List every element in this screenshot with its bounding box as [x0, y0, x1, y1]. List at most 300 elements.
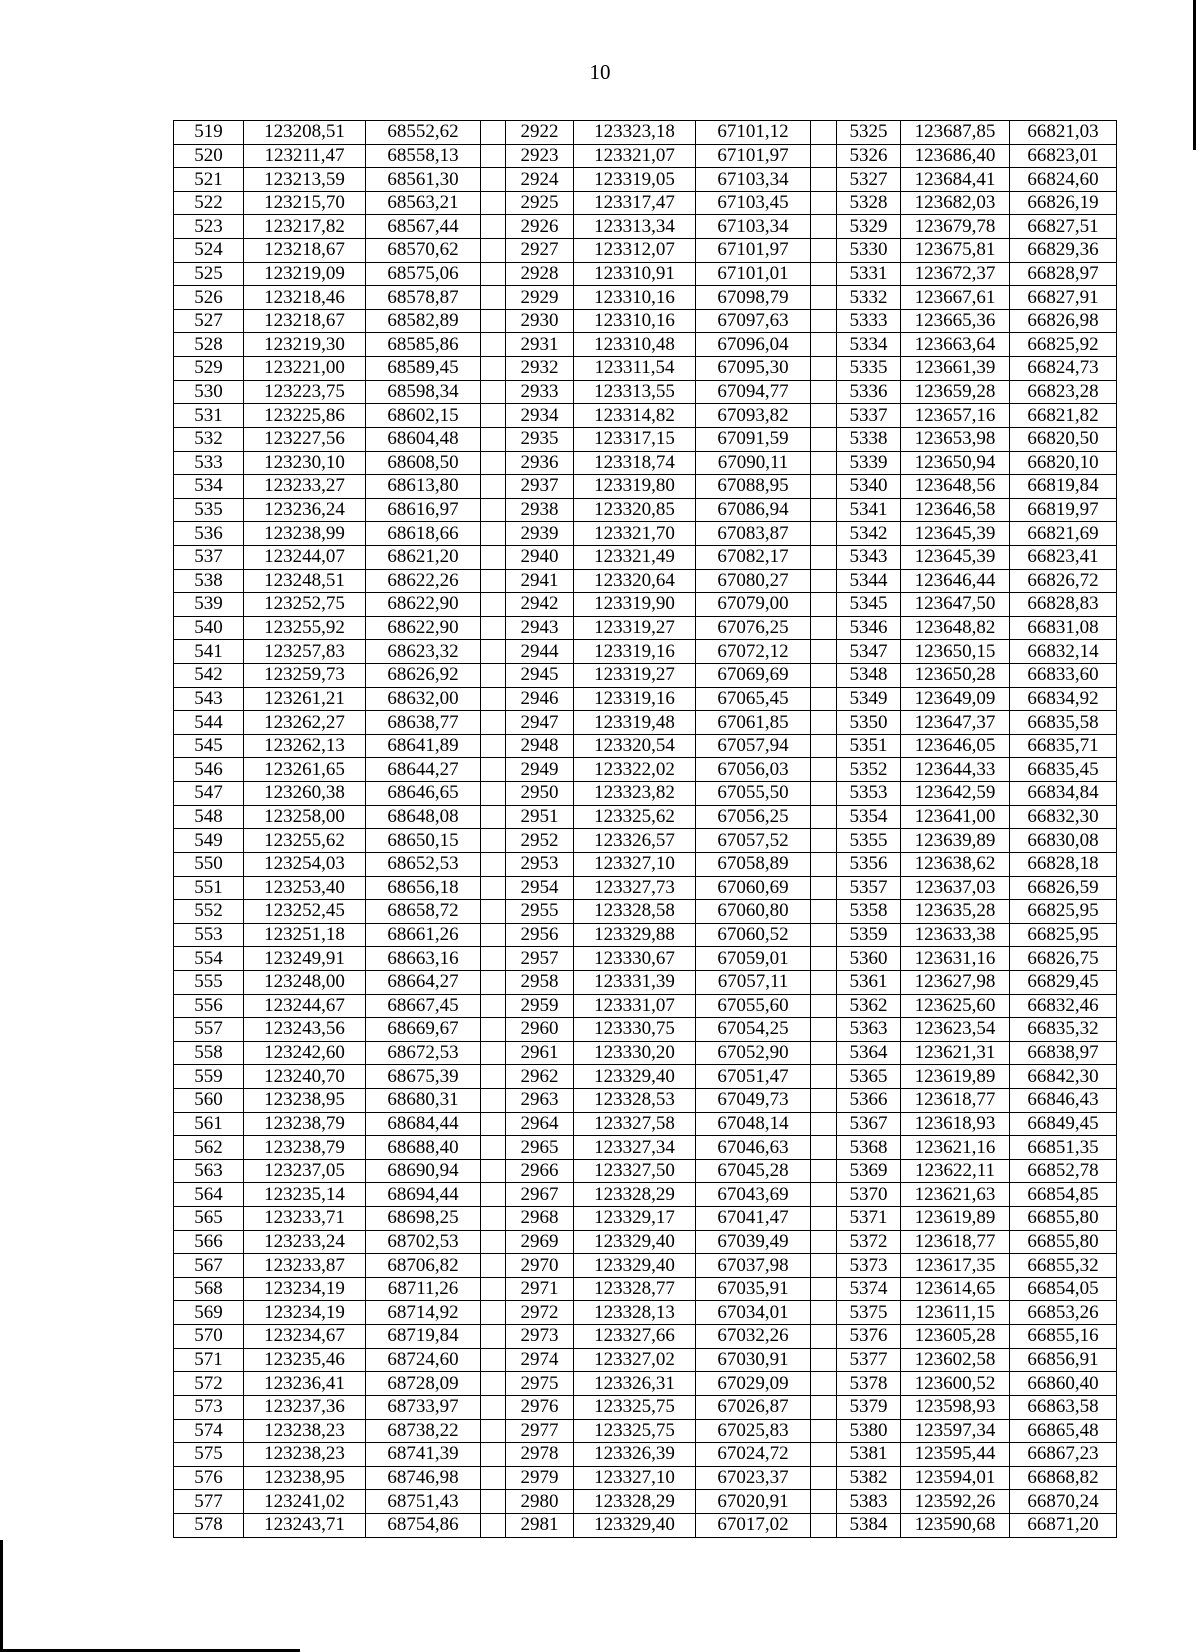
- column-separator: [811, 1136, 837, 1160]
- point-number-cell: 526: [174, 286, 244, 310]
- y-coordinate-cell: 68638,77: [366, 711, 481, 735]
- y-coordinate-cell: 68698,25: [366, 1207, 481, 1231]
- x-coordinate-cell: 123234,19: [244, 1277, 366, 1301]
- table-row: [174, 427, 1117, 451]
- table-row: [174, 805, 1117, 829]
- x-coordinate-cell: 123328,58: [574, 900, 696, 924]
- column-separator: [811, 451, 837, 475]
- point-number-cell: 552: [174, 900, 244, 924]
- table-row: [174, 498, 1117, 522]
- point-number-cell: 543: [174, 687, 244, 711]
- y-coordinate-cell: 68738,22: [366, 1419, 481, 1443]
- column-separator: [811, 852, 837, 876]
- point-number-cell: 2958: [506, 970, 574, 994]
- x-coordinate-cell: 123321,70: [574, 522, 696, 546]
- point-number-cell: 5379: [837, 1395, 901, 1419]
- column-separator: [481, 498, 506, 522]
- column-separator: [481, 168, 506, 192]
- point-number-cell: 2941: [506, 569, 574, 593]
- column-separator: [481, 1088, 506, 1112]
- x-coordinate-cell: 123236,24: [244, 498, 366, 522]
- point-number-cell: 527: [174, 309, 244, 333]
- x-coordinate-cell: 123255,62: [244, 829, 366, 853]
- y-coordinate-cell: 67083,87: [696, 522, 811, 546]
- y-coordinate-cell: 67055,50: [696, 782, 811, 806]
- x-coordinate-cell: 123233,27: [244, 475, 366, 499]
- point-number-cell: 2927: [506, 239, 574, 263]
- table-row: [174, 734, 1117, 758]
- y-coordinate-cell: 67057,52: [696, 829, 811, 853]
- column-separator: [811, 1301, 837, 1325]
- y-coordinate-cell: 67060,69: [696, 876, 811, 900]
- y-coordinate-cell: 66830,08: [1010, 829, 1117, 853]
- x-coordinate-cell: 123642,59: [901, 782, 1010, 806]
- y-coordinate-cell: 68702,53: [366, 1230, 481, 1254]
- point-number-cell: 5358: [837, 900, 901, 924]
- y-coordinate-cell: 67098,79: [696, 286, 811, 310]
- point-number-cell: 550: [174, 852, 244, 876]
- point-number-cell: 5360: [837, 947, 901, 971]
- x-coordinate-cell: 123323,18: [574, 121, 696, 145]
- y-coordinate-cell: 67034,01: [696, 1301, 811, 1325]
- x-coordinate-cell: 123621,31: [901, 1041, 1010, 1065]
- x-coordinate-cell: 123605,28: [901, 1325, 1010, 1349]
- point-number-cell: 546: [174, 758, 244, 782]
- table-row: [174, 1065, 1117, 1089]
- x-coordinate-cell: 123319,05: [574, 168, 696, 192]
- column-separator: [811, 1443, 837, 1467]
- x-coordinate-cell: 123325,62: [574, 805, 696, 829]
- point-number-cell: 5337: [837, 404, 901, 428]
- y-coordinate-cell: 67076,25: [696, 616, 811, 640]
- y-coordinate-cell: 67045,28: [696, 1159, 811, 1183]
- point-number-cell: 559: [174, 1065, 244, 1089]
- y-coordinate-cell: 67024,72: [696, 1443, 811, 1467]
- x-coordinate-cell: 123325,75: [574, 1419, 696, 1443]
- column-separator: [481, 734, 506, 758]
- point-number-cell: 561: [174, 1112, 244, 1136]
- point-number-cell: 2972: [506, 1301, 574, 1325]
- x-coordinate-cell: 123238,79: [244, 1112, 366, 1136]
- table-row: [174, 569, 1117, 593]
- column-separator: [811, 1348, 837, 1372]
- point-number-cell: 5345: [837, 593, 901, 617]
- x-coordinate-cell: 123594,01: [901, 1466, 1010, 1490]
- x-coordinate-cell: 123238,95: [244, 1466, 366, 1490]
- y-coordinate-cell: 67103,34: [696, 215, 811, 239]
- x-coordinate-cell: 123211,47: [244, 144, 366, 168]
- y-coordinate-cell: 66825,92: [1010, 333, 1117, 357]
- column-separator: [811, 876, 837, 900]
- x-coordinate-cell: 123672,37: [901, 262, 1010, 286]
- column-separator: [811, 545, 837, 569]
- y-coordinate-cell: 67090,11: [696, 451, 811, 475]
- point-number-cell: 5381: [837, 1443, 901, 1467]
- x-coordinate-cell: 123244,07: [244, 545, 366, 569]
- x-coordinate-cell: 123321,49: [574, 545, 696, 569]
- x-coordinate-cell: 123322,02: [574, 758, 696, 782]
- x-coordinate-cell: 123328,13: [574, 1301, 696, 1325]
- y-coordinate-cell: 66826,59: [1010, 876, 1117, 900]
- point-number-cell: 5328: [837, 191, 901, 215]
- point-number-cell: 5351: [837, 734, 901, 758]
- table-row: [174, 994, 1117, 1018]
- y-coordinate-cell: 68733,97: [366, 1395, 481, 1419]
- table-row: [174, 239, 1117, 263]
- column-separator: [811, 1372, 837, 1396]
- column-separator: [481, 121, 506, 145]
- y-coordinate-cell: 66871,20: [1010, 1513, 1117, 1537]
- y-coordinate-cell: 66826,72: [1010, 569, 1117, 593]
- column-separator: [481, 970, 506, 994]
- point-number-cell: 2948: [506, 734, 574, 758]
- x-coordinate-cell: 123682,03: [901, 191, 1010, 215]
- point-number-cell: 2936: [506, 451, 574, 475]
- table-row: [174, 758, 1117, 782]
- y-coordinate-cell: 68632,00: [366, 687, 481, 711]
- y-coordinate-cell: 68675,39: [366, 1065, 481, 1089]
- y-coordinate-cell: 67103,45: [696, 191, 811, 215]
- x-coordinate-cell: 123319,16: [574, 687, 696, 711]
- y-coordinate-cell: 66870,24: [1010, 1490, 1117, 1514]
- y-coordinate-cell: 67035,91: [696, 1277, 811, 1301]
- y-coordinate-cell: 68724,60: [366, 1348, 481, 1372]
- x-coordinate-cell: 123262,13: [244, 734, 366, 758]
- column-separator: [811, 734, 837, 758]
- y-coordinate-cell: 68598,34: [366, 380, 481, 404]
- y-coordinate-cell: 68663,16: [366, 947, 481, 971]
- point-number-cell: 2954: [506, 876, 574, 900]
- table-row: [174, 1395, 1117, 1419]
- point-number-cell: 2974: [506, 1348, 574, 1372]
- column-separator: [481, 829, 506, 853]
- point-number-cell: 2955: [506, 900, 574, 924]
- point-number-cell: 5372: [837, 1230, 901, 1254]
- y-coordinate-cell: 66821,82: [1010, 404, 1117, 428]
- column-separator: [811, 782, 837, 806]
- point-number-cell: 5326: [837, 144, 901, 168]
- y-coordinate-cell: 66860,40: [1010, 1372, 1117, 1396]
- y-coordinate-cell: 66849,45: [1010, 1112, 1117, 1136]
- point-number-cell: 5368: [837, 1136, 901, 1160]
- y-coordinate-cell: 68680,31: [366, 1088, 481, 1112]
- column-separator: [811, 286, 837, 310]
- point-number-cell: 529: [174, 357, 244, 381]
- x-coordinate-cell: 123684,41: [901, 168, 1010, 192]
- column-separator: [481, 1466, 506, 1490]
- point-number-cell: 2940: [506, 545, 574, 569]
- column-separator: [481, 664, 506, 688]
- point-number-cell: 541: [174, 640, 244, 664]
- point-number-cell: 5365: [837, 1065, 901, 1089]
- column-separator: [811, 121, 837, 145]
- x-coordinate-cell: 123329,40: [574, 1230, 696, 1254]
- column-separator: [811, 1183, 837, 1207]
- y-coordinate-cell: 66832,14: [1010, 640, 1117, 664]
- y-coordinate-cell: 66820,50: [1010, 427, 1117, 451]
- x-coordinate-cell: 123248,51: [244, 569, 366, 593]
- point-number-cell: 2964: [506, 1112, 574, 1136]
- y-coordinate-cell: 68602,15: [366, 404, 481, 428]
- y-coordinate-cell: 68558,13: [366, 144, 481, 168]
- column-separator: [481, 1443, 506, 1467]
- point-number-cell: 5348: [837, 664, 901, 688]
- column-separator: [481, 947, 506, 971]
- column-separator: [811, 333, 837, 357]
- x-coordinate-cell: 123251,18: [244, 923, 366, 947]
- table-row: [174, 1254, 1117, 1278]
- y-coordinate-cell: 67101,01: [696, 262, 811, 286]
- y-coordinate-cell: 67041,47: [696, 1207, 811, 1231]
- x-coordinate-cell: 123218,67: [244, 239, 366, 263]
- x-coordinate-cell: 123621,16: [901, 1136, 1010, 1160]
- x-coordinate-cell: 123219,30: [244, 333, 366, 357]
- y-coordinate-cell: 68667,45: [366, 994, 481, 1018]
- x-coordinate-cell: 123650,15: [901, 640, 1010, 664]
- x-coordinate-cell: 123258,00: [244, 805, 366, 829]
- y-coordinate-cell: 67061,85: [696, 711, 811, 735]
- point-number-cell: 5380: [837, 1419, 901, 1443]
- x-coordinate-cell: 123238,79: [244, 1136, 366, 1160]
- point-number-cell: 533: [174, 451, 244, 475]
- table-row: [174, 522, 1117, 546]
- table-row: [174, 970, 1117, 994]
- y-coordinate-cell: 67094,77: [696, 380, 811, 404]
- column-separator: [811, 640, 837, 664]
- column-separator: [811, 829, 837, 853]
- column-separator: [481, 262, 506, 286]
- x-coordinate-cell: 123313,55: [574, 380, 696, 404]
- y-coordinate-cell: 66823,01: [1010, 144, 1117, 168]
- x-coordinate-cell: 123320,85: [574, 498, 696, 522]
- table-row: [174, 191, 1117, 215]
- column-separator: [811, 427, 837, 451]
- column-separator: [481, 640, 506, 664]
- column-separator: [481, 404, 506, 428]
- column-separator: [811, 970, 837, 994]
- table-row: [174, 1301, 1117, 1325]
- column-separator: [481, 1513, 506, 1537]
- y-coordinate-cell: 66829,45: [1010, 970, 1117, 994]
- point-number-cell: 570: [174, 1325, 244, 1349]
- column-separator: [811, 1277, 837, 1301]
- column-separator: [811, 687, 837, 711]
- point-number-cell: 5359: [837, 923, 901, 947]
- y-coordinate-cell: 67039,49: [696, 1230, 811, 1254]
- y-coordinate-cell: 66855,32: [1010, 1254, 1117, 1278]
- y-coordinate-cell: 68746,98: [366, 1466, 481, 1490]
- point-number-cell: 5362: [837, 994, 901, 1018]
- x-coordinate-cell: 123249,91: [244, 947, 366, 971]
- x-coordinate-cell: 123329,40: [574, 1254, 696, 1278]
- y-coordinate-cell: 68719,84: [366, 1325, 481, 1349]
- x-coordinate-cell: 123645,39: [901, 522, 1010, 546]
- x-coordinate-cell: 123310,16: [574, 309, 696, 333]
- x-coordinate-cell: 123331,07: [574, 994, 696, 1018]
- y-coordinate-cell: 66835,45: [1010, 758, 1117, 782]
- y-coordinate-cell: 68652,53: [366, 852, 481, 876]
- y-coordinate-cell: 67030,91: [696, 1348, 811, 1372]
- x-coordinate-cell: 123614,65: [901, 1277, 1010, 1301]
- table-row: [174, 1490, 1117, 1514]
- point-number-cell: 539: [174, 593, 244, 617]
- point-number-cell: 5366: [837, 1088, 901, 1112]
- point-number-cell: 562: [174, 1136, 244, 1160]
- column-separator: [481, 1159, 506, 1183]
- x-coordinate-cell: 123326,39: [574, 1443, 696, 1467]
- table-row: [174, 333, 1117, 357]
- point-number-cell: 5330: [837, 239, 901, 263]
- y-coordinate-cell: 68616,97: [366, 498, 481, 522]
- point-number-cell: 5377: [837, 1348, 901, 1372]
- x-coordinate-cell: 123238,23: [244, 1443, 366, 1467]
- column-separator: [811, 569, 837, 593]
- point-number-cell: 538: [174, 569, 244, 593]
- column-separator: [811, 994, 837, 1018]
- column-separator: [481, 144, 506, 168]
- point-number-cell: 5376: [837, 1325, 901, 1349]
- y-coordinate-cell: 66832,30: [1010, 805, 1117, 829]
- x-coordinate-cell: 123686,40: [901, 144, 1010, 168]
- column-separator: [811, 1088, 837, 1112]
- table-row: [174, 309, 1117, 333]
- point-number-cell: 5353: [837, 782, 901, 806]
- y-coordinate-cell: 68582,89: [366, 309, 481, 333]
- y-coordinate-cell: 66824,73: [1010, 357, 1117, 381]
- table-row: [174, 1325, 1117, 1349]
- x-coordinate-cell: 123328,77: [574, 1277, 696, 1301]
- table-row: [174, 616, 1117, 640]
- table-row: [174, 852, 1117, 876]
- y-coordinate-cell: 66832,46: [1010, 994, 1117, 1018]
- column-separator: [481, 286, 506, 310]
- x-coordinate-cell: 123233,71: [244, 1207, 366, 1231]
- x-coordinate-cell: 123320,54: [574, 734, 696, 758]
- point-number-cell: 5342: [837, 522, 901, 546]
- x-coordinate-cell: 123639,89: [901, 829, 1010, 853]
- point-number-cell: 5373: [837, 1254, 901, 1278]
- column-separator: [811, 593, 837, 617]
- point-number-cell: 5349: [837, 687, 901, 711]
- y-coordinate-cell: 67052,90: [696, 1041, 811, 1065]
- y-coordinate-cell: 66821,69: [1010, 522, 1117, 546]
- column-separator: [481, 1207, 506, 1231]
- y-coordinate-cell: 67043,69: [696, 1183, 811, 1207]
- y-coordinate-cell: 67055,60: [696, 994, 811, 1018]
- point-number-cell: 2973: [506, 1325, 574, 1349]
- y-coordinate-cell: 66826,75: [1010, 947, 1117, 971]
- x-coordinate-cell: 123233,87: [244, 1254, 366, 1278]
- page-number: 10: [589, 60, 611, 84]
- table-row: [174, 1041, 1117, 1065]
- table-row: [174, 1183, 1117, 1207]
- x-coordinate-cell: 123326,57: [574, 829, 696, 853]
- table-row: [174, 640, 1117, 664]
- y-coordinate-cell: 67057,11: [696, 970, 811, 994]
- point-number-cell: 551: [174, 876, 244, 900]
- y-coordinate-cell: 68658,72: [366, 900, 481, 924]
- x-coordinate-cell: 123243,71: [244, 1513, 366, 1537]
- x-coordinate-cell: 123218,67: [244, 309, 366, 333]
- column-separator: [811, 404, 837, 428]
- x-coordinate-cell: 123241,02: [244, 1490, 366, 1514]
- scan-edge-mark: [1193, 0, 1196, 150]
- y-coordinate-cell: 67056,25: [696, 805, 811, 829]
- point-number-cell: 2949: [506, 758, 574, 782]
- x-coordinate-cell: 123619,89: [901, 1065, 1010, 1089]
- x-coordinate-cell: 123262,27: [244, 711, 366, 735]
- table-row: [174, 286, 1117, 310]
- table-row: [174, 545, 1117, 569]
- y-coordinate-cell: 66868,82: [1010, 1466, 1117, 1490]
- y-coordinate-cell: 66855,80: [1010, 1207, 1117, 1231]
- y-coordinate-cell: 67101,97: [696, 144, 811, 168]
- point-number-cell: 564: [174, 1183, 244, 1207]
- x-coordinate-cell: 123243,56: [244, 1018, 366, 1042]
- table-row: [174, 1513, 1117, 1537]
- x-coordinate-cell: 123646,58: [901, 498, 1010, 522]
- point-number-cell: 2959: [506, 994, 574, 1018]
- y-coordinate-cell: 68626,92: [366, 664, 481, 688]
- x-coordinate-cell: 123317,47: [574, 191, 696, 215]
- y-coordinate-cell: 67046,63: [696, 1136, 811, 1160]
- column-separator: [481, 711, 506, 735]
- y-coordinate-cell: 67069,69: [696, 664, 811, 688]
- y-coordinate-cell: 66835,71: [1010, 734, 1117, 758]
- x-coordinate-cell: 123327,50: [574, 1159, 696, 1183]
- point-number-cell: 2925: [506, 191, 574, 215]
- column-separator: [811, 758, 837, 782]
- column-separator: [811, 900, 837, 924]
- x-coordinate-cell: 123236,41: [244, 1372, 366, 1396]
- point-number-cell: 2930: [506, 309, 574, 333]
- y-coordinate-cell: 68690,94: [366, 1159, 481, 1183]
- y-coordinate-cell: 68694,44: [366, 1183, 481, 1207]
- y-coordinate-cell: 68561,30: [366, 168, 481, 192]
- y-coordinate-cell: 66829,36: [1010, 239, 1117, 263]
- y-coordinate-cell: 66823,28: [1010, 380, 1117, 404]
- y-coordinate-cell: 67079,00: [696, 593, 811, 617]
- y-coordinate-cell: 68646,65: [366, 782, 481, 806]
- x-coordinate-cell: 123623,54: [901, 1018, 1010, 1042]
- point-number-cell: 5354: [837, 805, 901, 829]
- y-coordinate-cell: 68589,45: [366, 357, 481, 381]
- y-coordinate-cell: 68623,32: [366, 640, 481, 664]
- column-separator: [481, 451, 506, 475]
- point-number-cell: 2950: [506, 782, 574, 806]
- point-number-cell: 5369: [837, 1159, 901, 1183]
- table-row: [174, 1207, 1117, 1231]
- x-coordinate-cell: 123646,44: [901, 569, 1010, 593]
- x-coordinate-cell: 123311,54: [574, 357, 696, 381]
- x-coordinate-cell: 123248,00: [244, 970, 366, 994]
- column-separator: [811, 215, 837, 239]
- x-coordinate-cell: 123314,82: [574, 404, 696, 428]
- x-coordinate-cell: 123225,86: [244, 404, 366, 428]
- point-number-cell: 575: [174, 1443, 244, 1467]
- y-coordinate-cell: 66824,60: [1010, 168, 1117, 192]
- x-coordinate-cell: 123647,50: [901, 593, 1010, 617]
- column-separator: [811, 923, 837, 947]
- point-number-cell: 2938: [506, 498, 574, 522]
- y-coordinate-cell: 67051,47: [696, 1065, 811, 1089]
- x-coordinate-cell: 123327,58: [574, 1112, 696, 1136]
- column-separator: [481, 1018, 506, 1042]
- point-number-cell: 2969: [506, 1230, 574, 1254]
- column-separator: [811, 168, 837, 192]
- point-number-cell: 2951: [506, 805, 574, 829]
- y-coordinate-cell: 68751,43: [366, 1490, 481, 1514]
